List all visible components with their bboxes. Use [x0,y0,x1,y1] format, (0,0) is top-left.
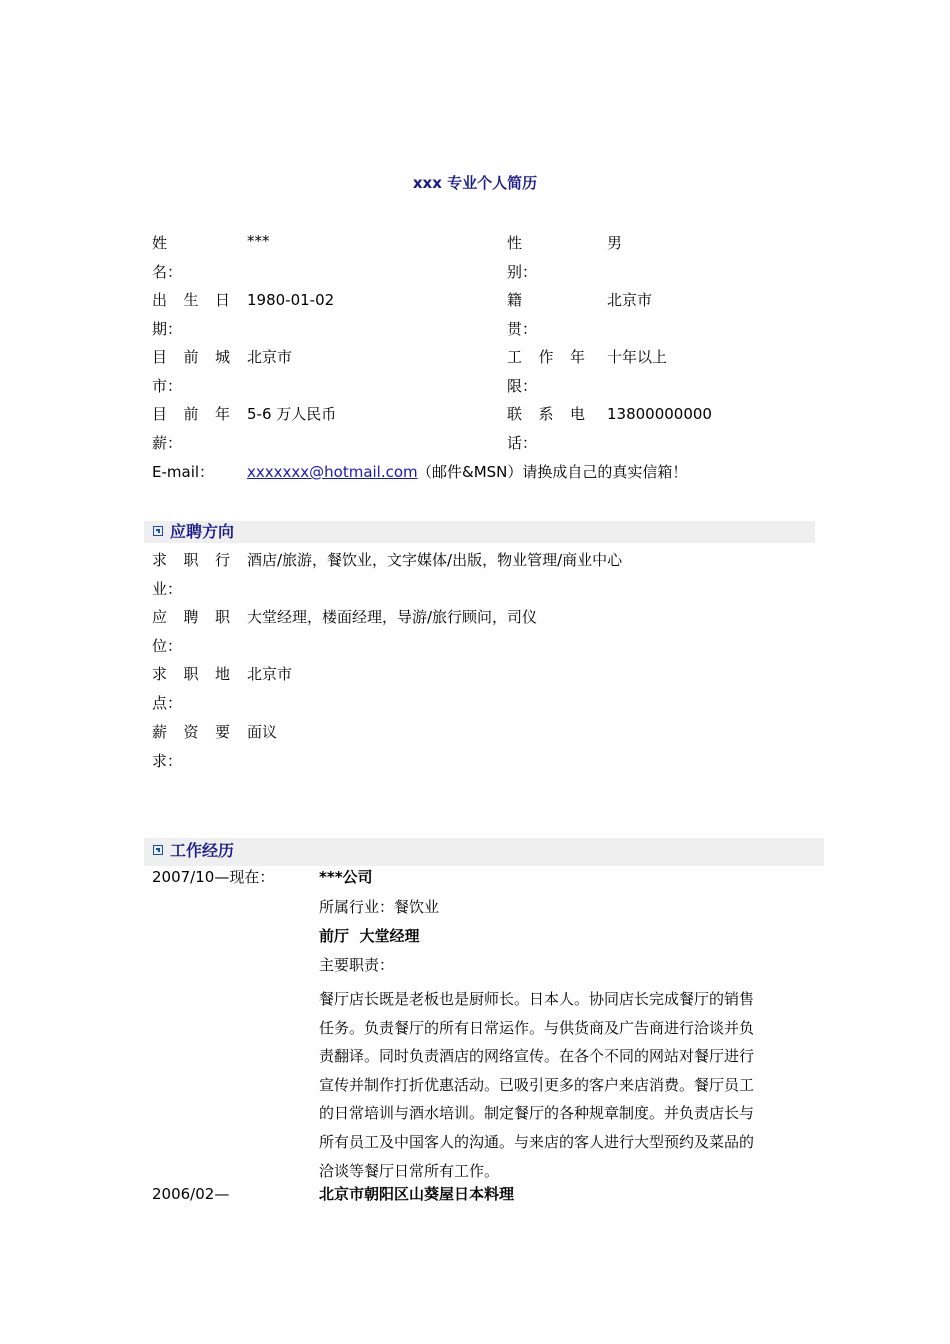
gender-label: 性 [507,234,523,252]
work-years-label-cont: 限： [507,377,538,395]
birthdate-value: 1980-01-02 [247,291,335,309]
section-header-intent [144,521,815,543]
job-period: 2006/02— [152,1185,230,1203]
salary-req-label: 薪资要 [152,723,230,741]
birthdate-label-cont: 期： [152,320,183,338]
job-duties-text [319,985,819,1185]
job-industry: 所属行业：餐饮业 [319,898,440,916]
industry-label: 求职行 [152,551,230,569]
gender-label-cont: 别： [507,263,538,281]
current-city-label-cont: 市： [152,377,183,395]
section-title-intent: 应聘方向 [170,522,235,541]
duties-line: 所有员工及中国客人的沟通。与来店的客人进行大型预约及菜品的 [319,1132,755,1151]
industry-label-cont: 业： [152,580,183,598]
duties-line: 的日常培训与酒水培训。制定餐厅的各种规章制度。并负责店长与 [319,1104,755,1123]
name-label-cont: 名： [152,263,183,281]
position-label: 应聘职 [152,608,230,626]
duties-line: 宣传并制作打折优惠活动。已吸引更多的客户来店消费。餐厅员工 [319,1075,755,1094]
duties-line: 洽谈等餐厅日常所有工作。 [319,1161,500,1180]
salary-value: 5-6 万人民币 [247,405,337,423]
section-icon [153,526,163,536]
page-title: xxx 专业个人简历 [412,174,538,192]
job-duties-label: 主要职责： [319,956,395,974]
phone-label: 联系电 [507,405,585,423]
name-label: 姓 [152,234,168,252]
work-years-label: 工作年 [507,348,585,366]
duties-line: 餐厅店长既是老板也是厨师长。日本人。协同店长完成餐厅的销售 [319,990,755,1008]
job-position: 前厅 大堂经理 [319,927,420,945]
salary-label-cont: 薪： [152,434,183,452]
job-period: 2007/10—现在： [152,868,275,886]
current-city-value: 北京市 [247,348,293,366]
salary-req-value: 面议 [247,723,278,741]
birthdate-label: 出生日 [152,291,230,309]
hometown-value: 北京市 [607,291,653,309]
location-label-cont: 点： [152,694,183,712]
work-years-value: 十年以上 [607,348,668,366]
phone-value: 13800000000 [607,405,712,423]
salary-label: 目前年 [152,405,230,423]
hometown-label-cont: 贯： [507,320,538,338]
section-header-experience [144,838,824,866]
position-value: 大堂经理，楼面经理，导游/旅行顾问，司仪 [247,608,538,626]
industry-value: 酒店/旅游，餐饮业，文字媒体/出版，物业管理/商业中心 [247,551,623,569]
job-company: 北京市朝阳区山葵屋日本料理 [319,1185,515,1203]
position-label-cont: 位： [152,637,183,655]
email-link[interactable]: xxxxxxx@hotmail.com [247,463,418,481]
phone-label-cont: 话： [507,434,538,452]
email-label: E-mail： [152,463,215,481]
duties-line: 任务。负责餐厅的所有日常运作。与供货商及广告商进行洽谈并负 [319,1018,755,1037]
location-value: 北京市 [247,665,293,683]
email-note: （邮件&MSN）请换成自己的真实信箱！ [417,463,688,481]
section-title-experience: 工作经历 [170,841,235,860]
job-company: ***公司 [319,868,373,886]
salary-req-label-cont: 求： [152,752,183,770]
duties-line: 责翻译。同时负责酒店的网络宣传。在各个不同的网站对餐厅进行 [319,1047,755,1066]
location-label: 求职地 [152,665,230,683]
hometown-label: 籍 [507,291,523,309]
current-city-label: 目前城 [152,348,230,366]
section-icon [153,845,163,855]
gender-value: 男 [607,234,623,252]
name-value: *** [247,232,270,250]
